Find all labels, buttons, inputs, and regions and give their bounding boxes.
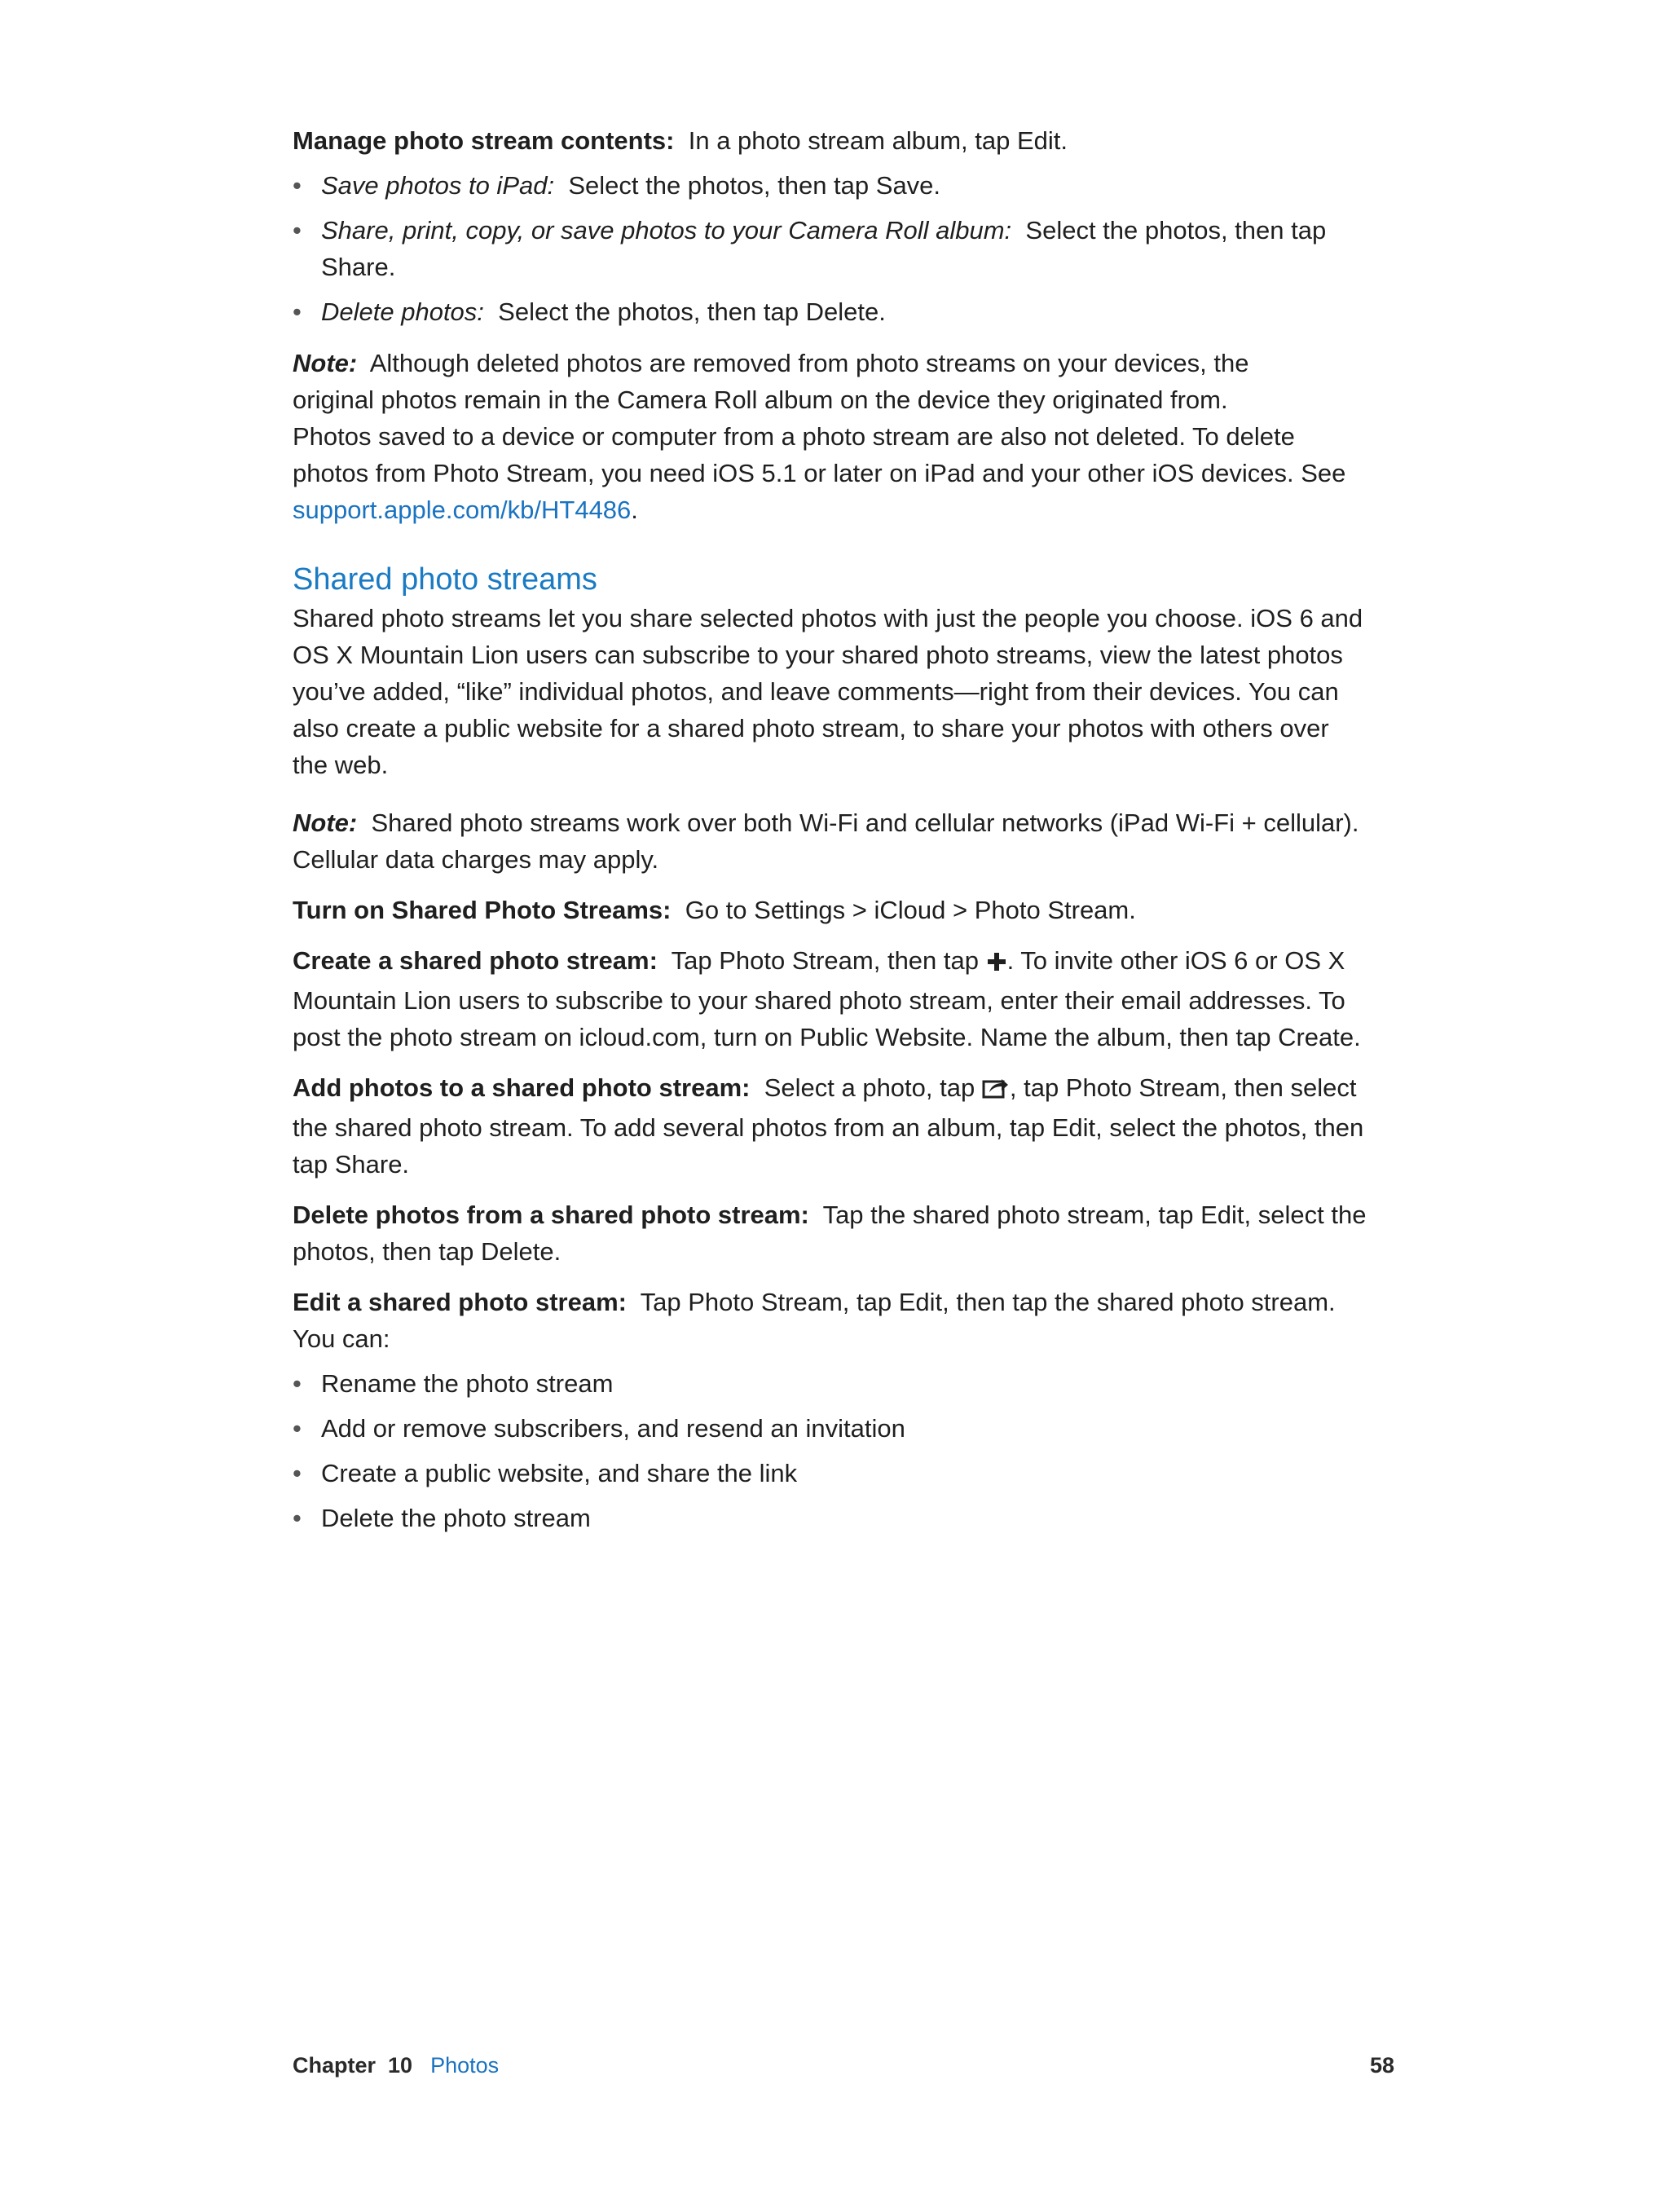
bullet-dot: •	[293, 297, 302, 326]
bullet-dot: •	[293, 1369, 302, 1398]
edit-label: Edit a shared photo stream:	[293, 1288, 627, 1316]
note-line: Although deleted photos are removed from photo streams on your devices, the	[369, 349, 1249, 377]
note-line: photos from Photo Stream, you need iOS 5.1 or later on iPad and your other iOS devices. See	[293, 459, 1346, 487]
turn-on-paragraph	[293, 892, 1385, 928]
add-text: , tap Photo Stream, then select	[1009, 1073, 1357, 1102]
note-line: Shared photo streams work over both Wi-Fi and cellular networks (iPad Wi-Fi + cellular).	[371, 809, 1359, 837]
manage-text: In a photo stream album, tap Edit.	[688, 126, 1068, 155]
edit-paragraph	[293, 1284, 1385, 1357]
turn-on-text: Go to Settings > iCloud > Photo Stream.	[685, 896, 1136, 924]
bullet-text: Select the photos, then tap Save.	[568, 171, 941, 200]
create-text: . To invite other iOS 6 or OS X	[1006, 946, 1345, 975]
footer-chapter: Chapter 10	[293, 2053, 413, 2078]
share-icon	[982, 1073, 1010, 1109]
bullet-dot: •	[293, 1504, 302, 1532]
list-item	[293, 293, 1385, 330]
add-paragraph	[293, 1069, 1385, 1183]
support-link[interactable]: support.apple.com/kb/HT4486	[293, 496, 632, 524]
note-line: Photos saved to a device or computer from a photo stream are also not deleted. To delete	[293, 422, 1295, 451]
note-period: .	[631, 496, 638, 524]
create-label: Create a shared photo stream:	[293, 946, 658, 975]
note-label: Note:	[293, 349, 358, 377]
note-paragraph-2	[293, 804, 1385, 878]
bullet-text: Rename the photo stream	[321, 1369, 614, 1398]
note-line: original photos remain in the Camera Roll album on the device they originated from.	[293, 386, 1228, 414]
edit-line: You can:	[293, 1324, 390, 1353]
bullet-dot: •	[293, 216, 302, 245]
page-content	[293, 122, 1385, 1551]
delete-label: Delete photos from a shared photo stream:	[293, 1201, 809, 1229]
section-heading: Shared photo streams	[293, 562, 597, 597]
intro-line: OS X Mountain Lion users can subscribe to your shared photo streams, view the latest photos	[293, 641, 1343, 669]
bullet-text: Delete the photo stream	[321, 1504, 591, 1532]
list-item	[293, 167, 1385, 204]
note-label: Note:	[293, 809, 358, 837]
add-label: Add photos to a shared photo stream:	[293, 1073, 751, 1102]
list-item	[293, 1455, 1385, 1492]
bullet-text: Create a public website, and share the link	[321, 1459, 798, 1487]
list-item	[293, 212, 1385, 285]
list-item	[293, 1500, 1385, 1536]
bullet-label: Share, print, copy, or save photos to your Camera Roll album:	[321, 216, 1012, 245]
intro-line: Shared photo streams let you share selected photos with just the people you choose. iOS 6 and	[293, 604, 1363, 632]
turn-on-label: Turn on Shared Photo Streams:	[293, 896, 672, 924]
plus-icon	[986, 945, 1007, 982]
create-line: post the photo stream on icloud.com, turn on Public Website. Name the album, then tap Create.	[293, 1023, 1361, 1051]
bullet-text: Add or remove subscribers, and resend an invitation	[321, 1414, 905, 1443]
shared-intro-paragraph	[293, 600, 1385, 783]
bullet-dot: •	[293, 1459, 302, 1487]
manage-bullet-list	[293, 167, 1385, 330]
bullet-dot: •	[293, 171, 302, 200]
add-text: Select a photo, tap	[764, 1073, 975, 1102]
manage-paragraph	[293, 122, 1385, 159]
intro-line: also create a public website for a shared photo stream, to share your photos with others over	[293, 714, 1329, 742]
page-number: 58	[1369, 2053, 1394, 2078]
bullet-text: Select the photos, then tap Delete.	[498, 297, 886, 326]
bullet-label: Delete photos:	[321, 297, 484, 326]
bullet-label: Save photos to iPad:	[321, 171, 555, 200]
list-item	[293, 1410, 1385, 1447]
intro-line: you’ve added, “like” individual photos, and leave comments—right from their devices. You can	[293, 677, 1339, 706]
bullet-dot: •	[293, 1414, 302, 1443]
footer-section-link[interactable]: Photos	[430, 2053, 500, 2078]
delete-paragraph	[293, 1196, 1385, 1270]
list-item	[293, 1365, 1385, 1402]
create-text: Tap Photo Stream, then tap	[671, 946, 979, 975]
edit-text: Tap Photo Stream, tap Edit, then tap the shared photo stream.	[640, 1288, 1336, 1316]
manage-label: Manage photo stream contents:	[293, 126, 675, 155]
delete-line: photos, then tap Delete.	[293, 1237, 561, 1266]
add-line: the shared photo stream. To add several photos from an album, tap Edit, select the photos, then	[293, 1113, 1364, 1142]
delete-text: Tap the shared photo stream, tap Edit, select the	[822, 1201, 1367, 1229]
create-line: Mountain Lion users to subscribe to your shared photo stream, enter their email addresses. To	[293, 986, 1345, 1015]
bullet-text: Select the photos, then tap Share.	[321, 216, 1327, 281]
intro-line: the web.	[293, 751, 389, 779]
create-paragraph	[293, 942, 1385, 1055]
page-footer	[293, 2051, 1394, 2080]
edit-bullet-list	[293, 1365, 1385, 1536]
note-paragraph	[293, 345, 1385, 528]
note-line: Cellular data charges may apply.	[293, 845, 659, 874]
add-line: tap Share.	[293, 1150, 410, 1179]
